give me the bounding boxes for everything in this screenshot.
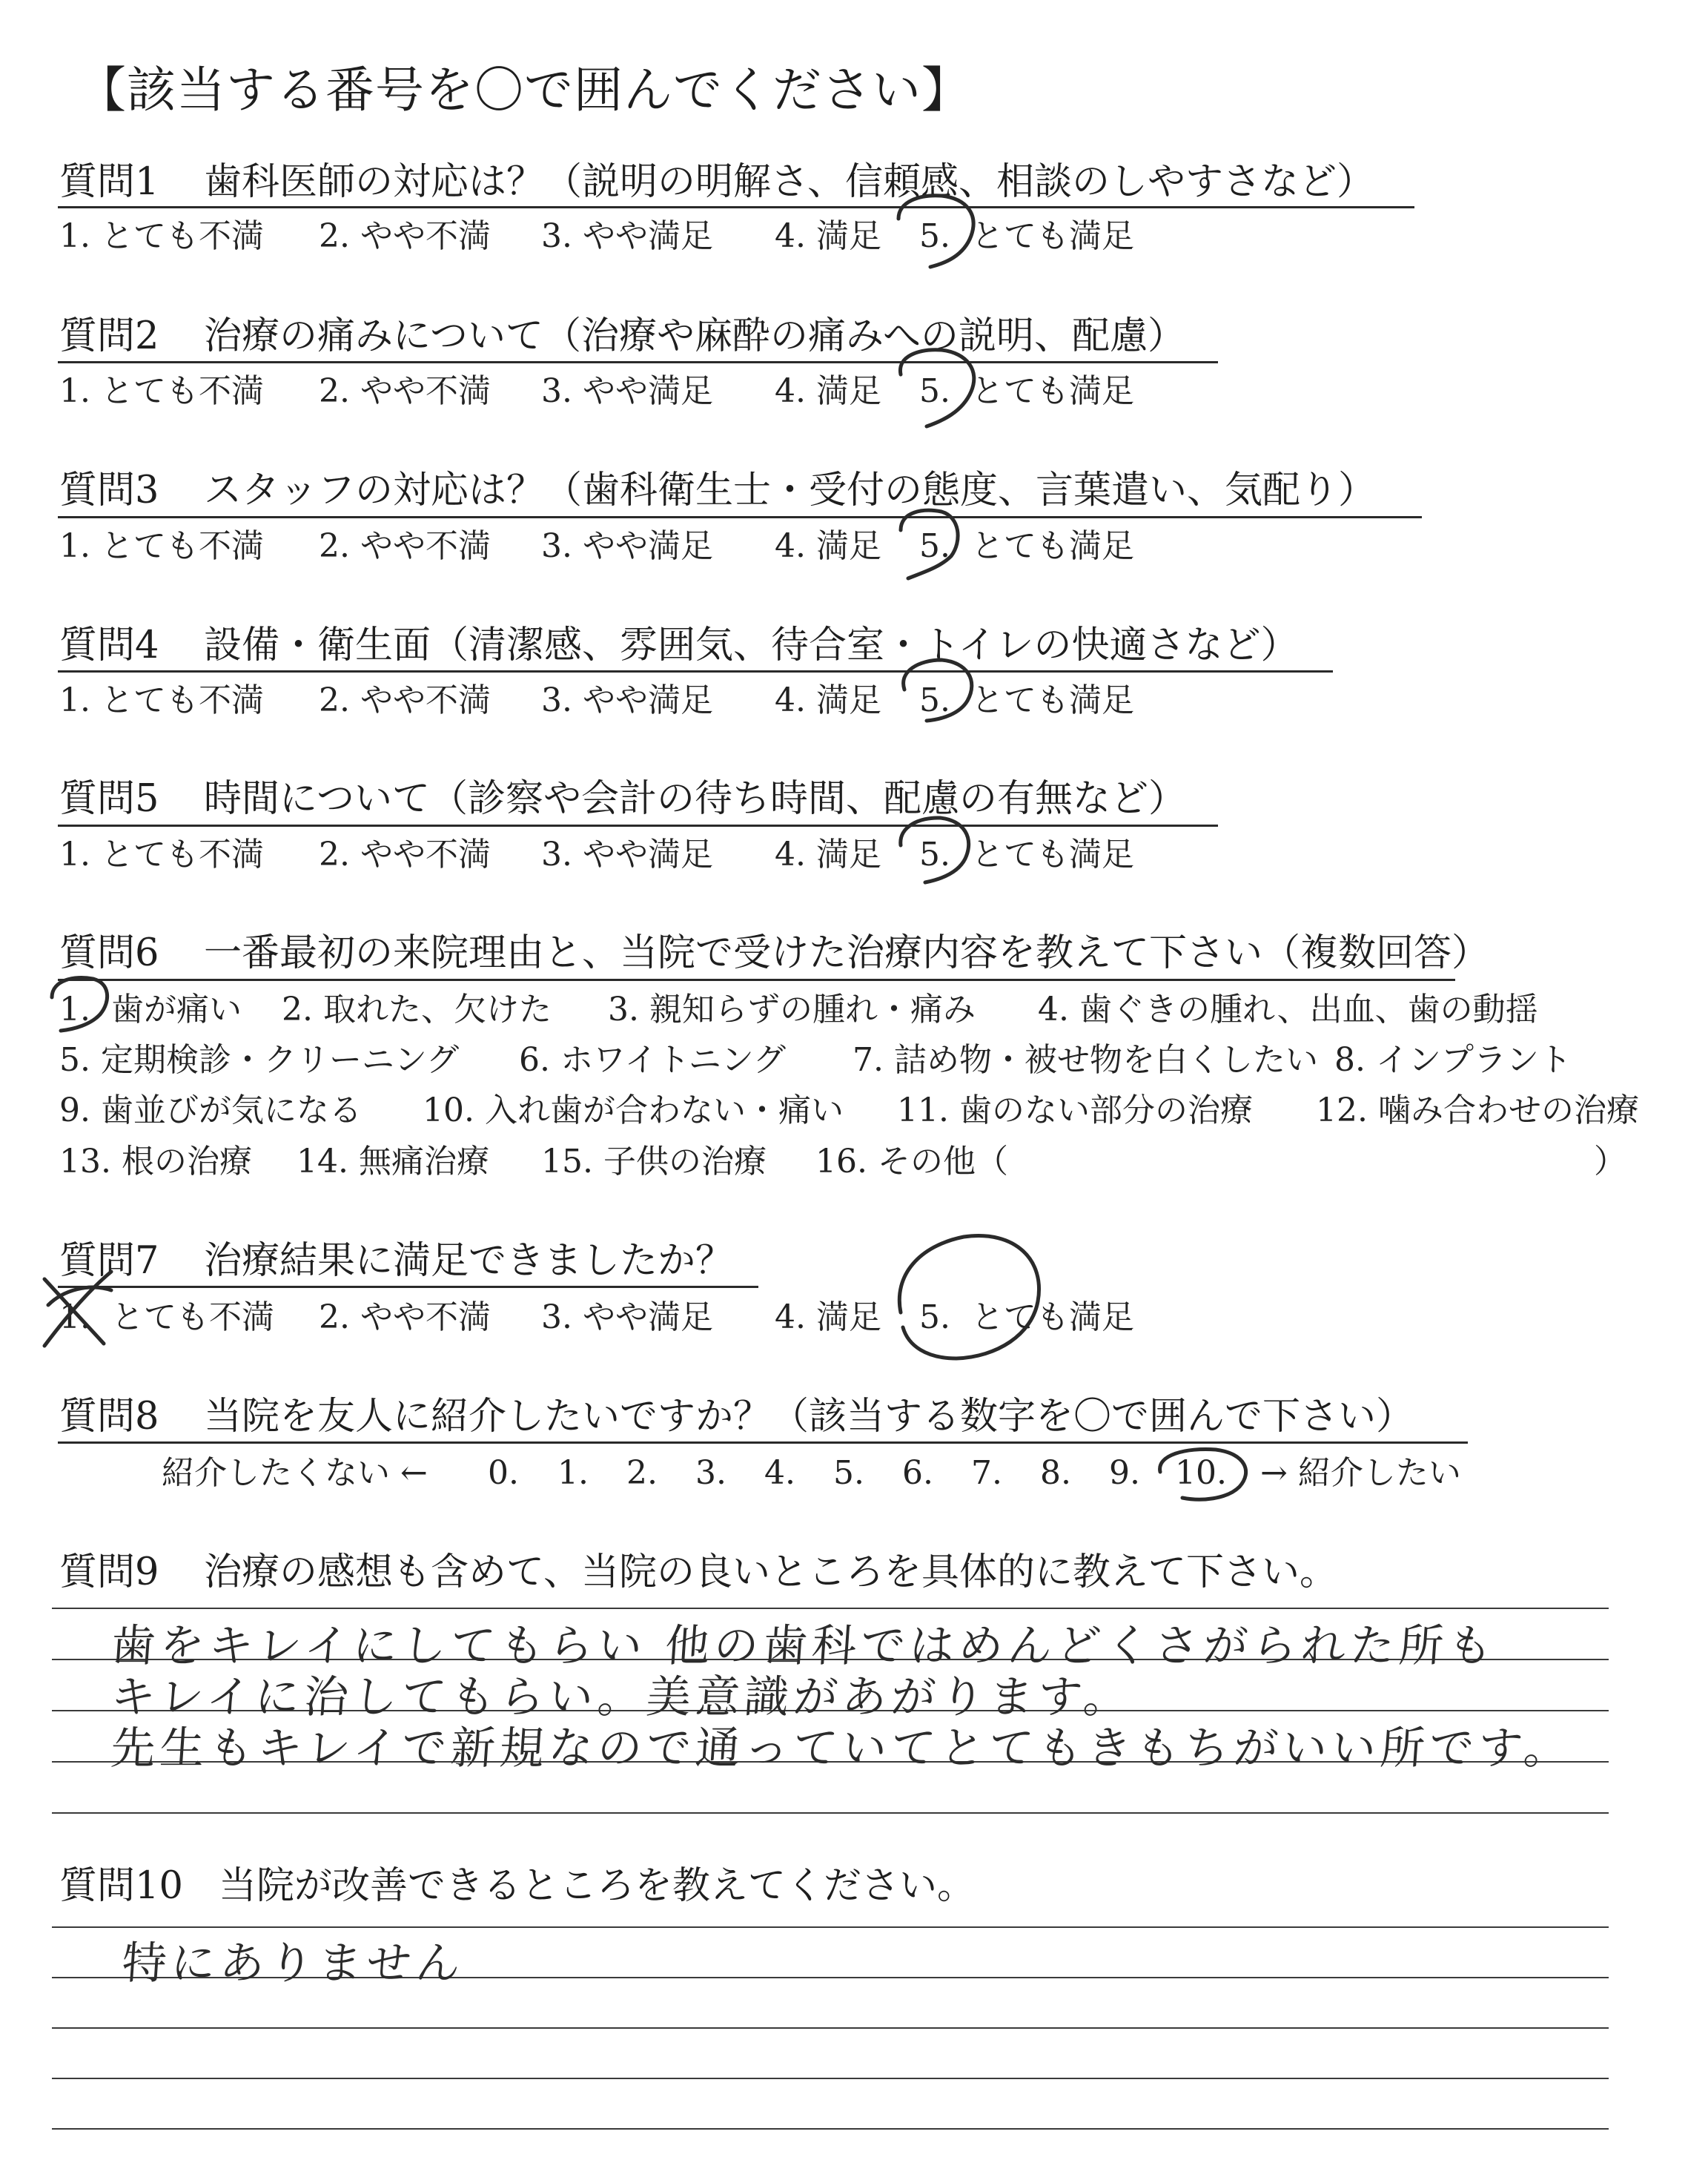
q7-text: 治療結果に満足できましたか？ bbox=[204, 1239, 734, 1283]
q10-label: 質問10 bbox=[59, 1864, 183, 1908]
q8-scale-2[interactable]: 2. bbox=[626, 1454, 658, 1492]
q6-option-14[interactable]: 14. 無痛治療 bbox=[297, 1143, 489, 1180]
q8-right-label: → 紹介したい bbox=[1260, 1454, 1461, 1492]
q7-option-2[interactable]: 2. やや不満 bbox=[319, 1298, 491, 1336]
q5-option-4[interactable]: 4. 満足 bbox=[775, 836, 881, 873]
q7-label: 質問7 bbox=[59, 1239, 159, 1283]
q7-option-4[interactable]: 4. 満足 bbox=[775, 1298, 881, 1336]
q7-option-1[interactable]: 1. bbox=[59, 1298, 90, 1336]
q3-option-2[interactable]: 2. やや不満 bbox=[319, 527, 491, 565]
q6-option-9[interactable]: 9. 歯並びが気になる bbox=[59, 1091, 362, 1129]
q6-option-10[interactable]: 10. 入れ歯が合わない・痛い bbox=[423, 1091, 844, 1129]
q10-answer-text[interactable]: 特にありません bbox=[120, 1938, 467, 1989]
q8-selection-circle bbox=[1160, 1449, 1246, 1499]
q3-text: スタッフの対応は？（歯科衛生士・受付の態度、言葉遣い、気配り） bbox=[204, 469, 1377, 512]
q4-option-4[interactable]: 4. 満足 bbox=[775, 681, 881, 719]
q6-option-5[interactable]: 5. 定期検診・クリーニング bbox=[59, 1041, 460, 1079]
q8-scale-3[interactable]: 3. bbox=[695, 1454, 726, 1492]
q2-option-1[interactable]: 1. とても不満 bbox=[59, 372, 264, 410]
q6-option-4[interactable]: 4. 歯ぐきの腫れ、出血、歯の動揺 bbox=[1038, 991, 1538, 1028]
q3-selection-circle bbox=[901, 510, 958, 578]
q6-option-2[interactable]: 2. 取れた、欠けた bbox=[282, 991, 552, 1028]
q5-option-1[interactable]: 1. とても不満 bbox=[59, 836, 264, 873]
q6-option-12[interactable]: 12. 噛み合わせの治療 bbox=[1316, 1091, 1639, 1129]
q6-option-11[interactable]: 11. 歯のない部分の治療 bbox=[897, 1091, 1253, 1129]
q3-option-5-label: とても満足 bbox=[971, 527, 1134, 565]
q5-label: 質問5 bbox=[59, 777, 159, 821]
q8-scale-10[interactable]: 10. bbox=[1175, 1454, 1227, 1492]
q9-answer-text[interactable]: キレイに治してもらい。美意識があがります。 bbox=[109, 1671, 1134, 1723]
q9-label: 質問9 bbox=[59, 1550, 159, 1594]
q1-option-1[interactable]: 1. とても不満 bbox=[59, 217, 264, 255]
q2-label: 質問2 bbox=[59, 314, 159, 358]
q4-option-5-label: とても満足 bbox=[971, 681, 1134, 719]
q7-selection-circle bbox=[899, 1236, 1039, 1358]
q8-text: 当院を友人に紹介したいですか？（該当する数字を〇で囲んで下さい） bbox=[204, 1395, 1414, 1439]
q6-option-13[interactable]: 13. 根の治療 bbox=[59, 1143, 252, 1180]
q2-selection-circle bbox=[900, 350, 973, 426]
q6-option-15[interactable]: 15. 子供の治療 bbox=[541, 1143, 767, 1180]
q1-option-5-label: とても満足 bbox=[971, 217, 1134, 255]
q3-option-1[interactable]: 1. とても不満 bbox=[59, 527, 264, 565]
q8-scale-6[interactable]: 6. bbox=[902, 1454, 933, 1492]
q3-label: 質問3 bbox=[59, 469, 159, 512]
q2-option-5-label: とても満足 bbox=[971, 372, 1134, 410]
q7-crossout-mark bbox=[44, 1272, 111, 1346]
q1-label: 質問1 bbox=[59, 160, 159, 204]
q4-option-2[interactable]: 2. やや不満 bbox=[319, 681, 491, 719]
q8-scale-0[interactable]: 0. bbox=[488, 1454, 519, 1492]
q6-option-1-label: 歯が痛い bbox=[111, 991, 242, 1028]
q9-answer-text[interactable]: 先生もキレイで新規なので通っていてとてもきもちがいい所です。 bbox=[109, 1723, 1575, 1774]
q8-scale-7[interactable]: 7. bbox=[971, 1454, 1002, 1492]
q6-text: 一番最初の来院理由と、当院で受けた治療内容を教えて下さい（複数回答） bbox=[204, 931, 1490, 975]
q7-option-1-label: とても不満 bbox=[111, 1298, 274, 1336]
q6-option-7[interactable]: 7. 詰め物・被せ物を白くしたい bbox=[853, 1041, 1318, 1079]
q8-scale-4[interactable]: 4. bbox=[764, 1454, 795, 1492]
q2-option-4[interactable]: 4. 満足 bbox=[775, 372, 881, 410]
q4-text: 設備・衛生面（清潔感、雰囲気、待合室・トイレの快適さなど） bbox=[204, 624, 1299, 667]
q6-option-3[interactable]: 3. 親知らずの腫れ・痛み bbox=[608, 991, 976, 1028]
q8-scale-8[interactable]: 8. bbox=[1040, 1454, 1071, 1492]
q5-option-2[interactable]: 2. やや不満 bbox=[319, 836, 491, 873]
q2-option-2[interactable]: 2. やや不満 bbox=[319, 372, 491, 410]
q5-option-5-label: とても満足 bbox=[971, 836, 1134, 873]
q6-option-6[interactable]: 6. ホワイトニング bbox=[519, 1041, 787, 1079]
q5-option-5[interactable]: 5. bbox=[919, 836, 950, 873]
q6-selection-mark bbox=[52, 977, 107, 1031]
q1-option-5[interactable]: 5. bbox=[919, 217, 950, 255]
q3-option-4[interactable]: 4. 満足 bbox=[775, 527, 881, 565]
q8-label: 質問8 bbox=[59, 1395, 159, 1439]
q5-selection-circle bbox=[901, 818, 969, 882]
q9-answer-text[interactable]: 歯をキレイにしてもらい 他の歯科ではめんどくさがられた所も bbox=[109, 1620, 1499, 1672]
q3-option-5[interactable]: 5. bbox=[919, 527, 950, 565]
q1-text: 歯科医師の対応は？（説明の明解さ、信頼感、相談のしやすさなど） bbox=[204, 160, 1374, 204]
q7-option-3[interactable]: 3. やや満足 bbox=[541, 1298, 713, 1336]
q6-option-8[interactable]: 8. インプラント bbox=[1334, 1041, 1572, 1079]
q7-option-5[interactable]: 5. bbox=[919, 1298, 950, 1336]
q1-option-4[interactable]: 4. 満足 bbox=[775, 217, 881, 255]
q2-option-5[interactable]: 5. bbox=[919, 372, 950, 410]
q4-option-5[interactable]: 5. bbox=[919, 681, 950, 719]
q10-text: 当院が改善できるところを教えてください。 bbox=[219, 1864, 976, 1908]
q6-option-1[interactable]: 1. bbox=[59, 991, 90, 1028]
q7-option-5-label: とても満足 bbox=[971, 1298, 1134, 1336]
q4-label: 質問4 bbox=[59, 624, 159, 667]
q1-option-3[interactable]: 3. やや満足 bbox=[541, 217, 713, 255]
q1-selection-circle bbox=[898, 196, 973, 267]
q1-option-2[interactable]: 2. やや不満 bbox=[319, 217, 491, 255]
q8-scale-9[interactable]: 9. bbox=[1109, 1454, 1140, 1492]
q8-scale-5[interactable]: 5. bbox=[833, 1454, 864, 1492]
q6-option-16[interactable]: 16. その他（ bbox=[815, 1143, 1008, 1180]
q5-option-3[interactable]: 3. やや満足 bbox=[541, 836, 713, 873]
q6-other-close-paren: ） bbox=[1594, 1143, 1626, 1180]
q4-option-3[interactable]: 3. やや満足 bbox=[541, 681, 713, 719]
q4-option-1[interactable]: 1. とても不満 bbox=[59, 681, 264, 719]
q9-text: 治療の感想も含めて、当院の良いところを具体的に教えて下さい。 bbox=[204, 1550, 1337, 1594]
q4-selection-circle bbox=[904, 660, 972, 721]
q5-text: 時間について（診察や会計の待ち時間、配慮の有無など） bbox=[204, 777, 1186, 821]
q2-option-3[interactable]: 3. やや満足 bbox=[541, 372, 713, 410]
form-header: 【該当する番号を〇で囲んでください】 bbox=[77, 62, 971, 119]
q3-option-3[interactable]: 3. やや満足 bbox=[541, 527, 713, 565]
q2-text: 治療の痛みについて（治療や麻酔の痛みへの説明、配慮） bbox=[204, 314, 1185, 358]
q8-scale-1[interactable]: 1. bbox=[557, 1454, 589, 1492]
q6-label: 質問6 bbox=[59, 931, 159, 975]
q8-left-label: 紹介したくない ← bbox=[162, 1454, 428, 1492]
